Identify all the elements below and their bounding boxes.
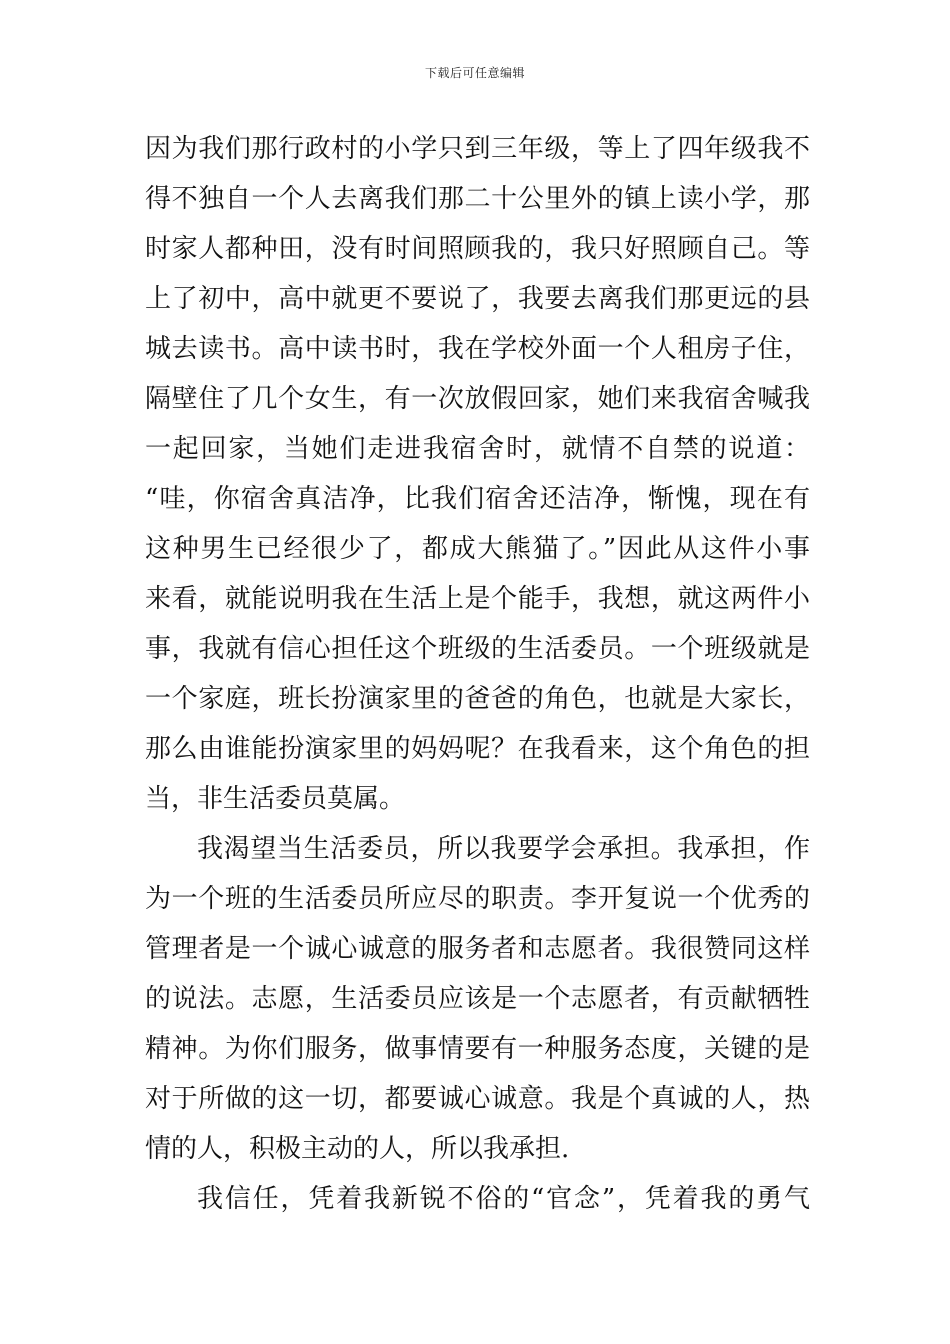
text-line: 一起回家，当她们走进我宿舍时，就情不自禁的说道： <box>145 434 810 464</box>
text-line: 为一个班的生活委员所应尽的职责。李开复说一个优秀的 <box>145 884 810 914</box>
document-body <box>145 124 810 1224</box>
text-line: 得不独自一个人去离我们那二十公里外的镇上读小学，那 <box>145 184 810 214</box>
text-line: 我渴望当生活委员，所以我要学会承担。我承担，作 <box>197 834 810 864</box>
text-line: 一个家庭，班长扮演家里的爸爸的角色，也就是大家长， <box>145 684 810 714</box>
paragraph <box>145 124 810 824</box>
text-line: 来看，就能说明我在生活上是个能手，我想，就这两件小 <box>145 584 810 614</box>
text-line: 的说法。志愿，生活委员应该是一个志愿者，有贡献牺牲 <box>145 984 810 1014</box>
text-line: 上了初中，高中就更不要说了，我要去离我们那更远的县 <box>145 284 810 314</box>
text-line: 我信任，凭着我新锐不俗的“官念”，凭着我的勇气 <box>197 1184 810 1214</box>
page-header: 下载后可任意编辑 <box>424 66 525 80</box>
text-line: 因为我们那行政村的小学只到三年级，等上了四年级我不 <box>145 134 810 164</box>
text-line: 对于所做的这一切，都要诚心诚意。我是个真诚的人，热 <box>145 1084 810 1114</box>
paragraph <box>145 1174 810 1224</box>
text-line: 隔壁住了几个女生，有一次放假回家，她们来我宿舍喊我 <box>145 384 810 414</box>
text-line: “哇，你宿舍真洁净，比我们宿舍还洁净，惭愧，现在有 <box>145 484 810 514</box>
text-line: 精神。为你们服务，做事情要有一种服务态度，关键的是 <box>145 1034 810 1064</box>
text-line: 时家人都种田，没有时间照顾我的，我只好照顾自己。等 <box>145 234 810 264</box>
text-line: 这种男生已经很少了，都成大熊猫了。”因此从这件小事 <box>145 534 810 564</box>
text-line: 那么由谁能扮演家里的妈妈呢？在我看来，这个角色的担 <box>145 734 810 764</box>
text-line: 当，非生活委员莫属。 <box>145 784 406 814</box>
text-line: 管理者是一个诚心诚意的服务者和志愿者。我很赞同这样 <box>145 934 810 964</box>
text-line: 事，我就有信心担任这个班级的生活委员。一个班级就是 <box>145 634 810 664</box>
text-line: 城去读书。高中读书时，我在学校外面一个人租房子住， <box>145 334 810 364</box>
paragraph <box>145 824 810 1174</box>
text-line: 情的人，积极主动的人，所以我承担. <box>145 1134 570 1164</box>
